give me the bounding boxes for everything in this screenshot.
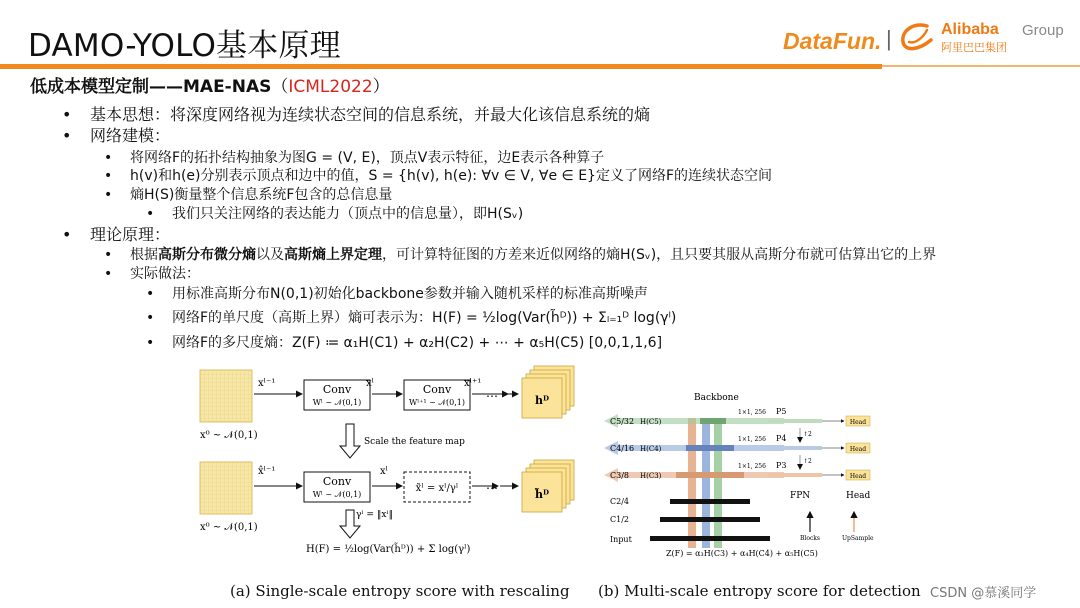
svg-text:P4: P4 — [776, 434, 787, 443]
svg-text:xˡ⁻¹: xˡ⁻¹ — [258, 378, 276, 389]
stage-c1 — [660, 517, 760, 522]
svg-text:Wˡ⁺¹ ~ 𝒩(0,1): Wˡ⁺¹ ~ 𝒩(0,1) — [408, 398, 466, 407]
svg-text:Input: Input — [610, 535, 632, 544]
svg-text:Head: Head — [846, 491, 871, 501]
svg-text:⋯: ⋯ — [486, 481, 498, 495]
alibaba-group-logo — [897, 20, 1077, 56]
heading-reference: ICML2022 — [288, 77, 373, 97]
header-accent-bar-thin — [882, 65, 1080, 67]
svg-text:C3/8: C3/8 — [610, 471, 629, 480]
svg-text:Head: Head — [849, 419, 867, 426]
svg-text:C5/32: C5/32 — [610, 417, 635, 426]
svg-text:Conv: Conv — [322, 383, 352, 396]
logo-separator: | — [886, 26, 892, 51]
svg-text:Head: Head — [849, 446, 867, 453]
svg-text:↑2: ↑2 — [803, 431, 812, 438]
svg-text:C4/16: C4/16 — [610, 444, 635, 453]
svg-text:Backbone: Backbone — [694, 393, 739, 403]
bullet-network-modeling: • 网络建模： — [62, 126, 171, 145]
figure-a-single-scale — [196, 362, 596, 608]
noise-input-bottom — [200, 462, 252, 514]
csdn-watermark: CSDN @慕溪同学 — [930, 586, 1037, 601]
sub-sub-bullet-init: • 用标准高斯分布N(0,1)初始化backbone参数并输入随机采样的标准高斯噪声 — [146, 286, 648, 302]
sub-bullet-gaussian: • 根据高斯分布微分熵以及高斯熵上界定理，可计算特征图的方差来近似网络的熵H(Sᵥ)，且只要其服从高斯分布就可估算出它的上界 — [104, 247, 937, 263]
formula-multi-scale: Z(F) = α₃H(C3) + α₄H(C4) + α₅H(C5) — [666, 549, 818, 558]
svg-text:xˡ⁺¹: xˡ⁺¹ — [464, 378, 482, 389]
header-accent-bar — [0, 64, 882, 69]
svg-text:C1/2: C1/2 — [610, 515, 629, 524]
bullet-theory: • 理论原理： — [62, 225, 171, 244]
sub-bullet-graph: • 将网络F的拓扑结构抽象为图G = (V, E)，顶点V表示特征，边E表示各种算子 — [104, 150, 605, 166]
alibaba-smile-icon — [897, 20, 939, 54]
svg-text:x̃ˡ = xˡ/γˡ: x̃ˡ = xˡ/γˡ — [415, 483, 459, 494]
svg-text:1×1, 256: 1×1, 256 — [738, 463, 766, 470]
svg-text:1×1, 256: 1×1, 256 — [738, 436, 766, 443]
alibaba-wordmark: Alibaba — [941, 21, 999, 38]
svg-text:↑2: ↑2 — [803, 458, 812, 465]
svg-text:Scale the feature map: Scale the feature map — [364, 437, 465, 447]
alibaba-chinese-name: 阿里巴巴集团 — [941, 41, 1007, 54]
alibaba-group-word: Group — [1022, 22, 1064, 39]
svg-text:FPN: FPN — [790, 491, 811, 501]
figure-b-multi-scale — [604, 370, 904, 580]
caption-b: (b) Multi-scale entropy score for detection — [598, 582, 921, 600]
svg-text:Head: Head — [849, 473, 867, 480]
sub-bullet-practice: • 实际做法： — [104, 266, 200, 282]
svg-text:Wˡ ~ 𝒩(0,1): Wˡ ~ 𝒩(0,1) — [312, 398, 362, 407]
noise-input-top — [200, 370, 252, 422]
sub-sub-bullet-single-scale: • 网络F的单尺度（高斯上界）熵可表示为：H(F) = ½log(Var(h̃ᴰ)) + Σₗ₌₁ᴰ log(γˡ) — [146, 310, 677, 326]
stage-c2 — [670, 499, 750, 504]
svg-text:xˡ: xˡ — [366, 378, 375, 389]
sub-sub-bullet-multi-scale: • 网络F的多尺度熵：Z(F) ≔ α₁H(C1) + α₂H(C2) + ⋯ + α₅H(C5) [0,0,1,1,6] — [146, 335, 663, 351]
svg-text:h̃ᴰ: h̃ᴰ — [534, 488, 550, 501]
svg-text:xˡ: xˡ — [380, 466, 389, 477]
svg-text:H(C3): H(C3) — [640, 472, 662, 480]
bullet-basic-idea: • 基本思想：将深度网络视为连续状态空间的信息系统，并最大化该信息系统的熵 — [62, 105, 651, 124]
slide-title: DAMO-YOLO基本原理 — [28, 28, 341, 64]
sub-bullet-state-space: • h(v)和h(e)分别表示顶点和边中的值，S = {h(v), h(e): ∀v ∈ V, ∀e ∈ E}定义了网络F的连续状态空间 — [104, 168, 773, 184]
svg-text:Wˡ ~ 𝒩(0,1): Wˡ ~ 𝒩(0,1) — [312, 490, 362, 499]
svg-text:hᴰ: hᴰ — [534, 394, 550, 407]
stage-input — [650, 536, 770, 541]
svg-text:H(C5): H(C5) — [640, 418, 662, 426]
svg-text:C2/4: C2/4 — [610, 497, 629, 506]
sub-bullet-entropy: • 熵H(S)衡量整个信息系统F包含的总信息量 — [104, 187, 393, 203]
x0-label-top: x⁰ ~ 𝒩(0,1) — [200, 430, 258, 441]
svg-text:Blocks: Blocks — [800, 535, 821, 542]
svg-text:Conv: Conv — [322, 475, 352, 488]
formula-single-scale: H(F) = ½log(Var(h̃ᴰ)) + Σ log(γˡ) — [306, 544, 471, 555]
scale-down-arrow — [340, 424, 360, 458]
section-heading: 低成本模型定制——MAE-NAS（ICML2022） — [30, 77, 390, 97]
sub-sub-bullet-expressiveness: • 我们只关注网络的表达能力（顶点中的信息量），即H(Sᵥ) — [146, 206, 524, 222]
svg-text:P3: P3 — [776, 461, 787, 470]
svg-text:γˡ = ‖xˡ‖: γˡ = ‖xˡ‖ — [356, 510, 394, 520]
svg-text:H(C4): H(C4) — [640, 445, 662, 453]
svg-text:1×1, 256: 1×1, 256 — [738, 409, 766, 416]
caption-a: (a) Single-scale entropy score with rescaling — [230, 582, 570, 600]
svg-text:UpSample: UpSample — [842, 535, 874, 542]
svg-text:P5: P5 — [776, 407, 787, 416]
svg-text:Conv: Conv — [422, 383, 452, 396]
datafun-logo: DataFun. — [783, 28, 882, 54]
x0-label-bottom: x⁰ ~ 𝒩(0,1) — [200, 522, 258, 533]
svg-text:⋯: ⋯ — [486, 389, 498, 403]
svg-text:x̂ˡ⁻¹: x̂ˡ⁻¹ — [258, 466, 276, 477]
